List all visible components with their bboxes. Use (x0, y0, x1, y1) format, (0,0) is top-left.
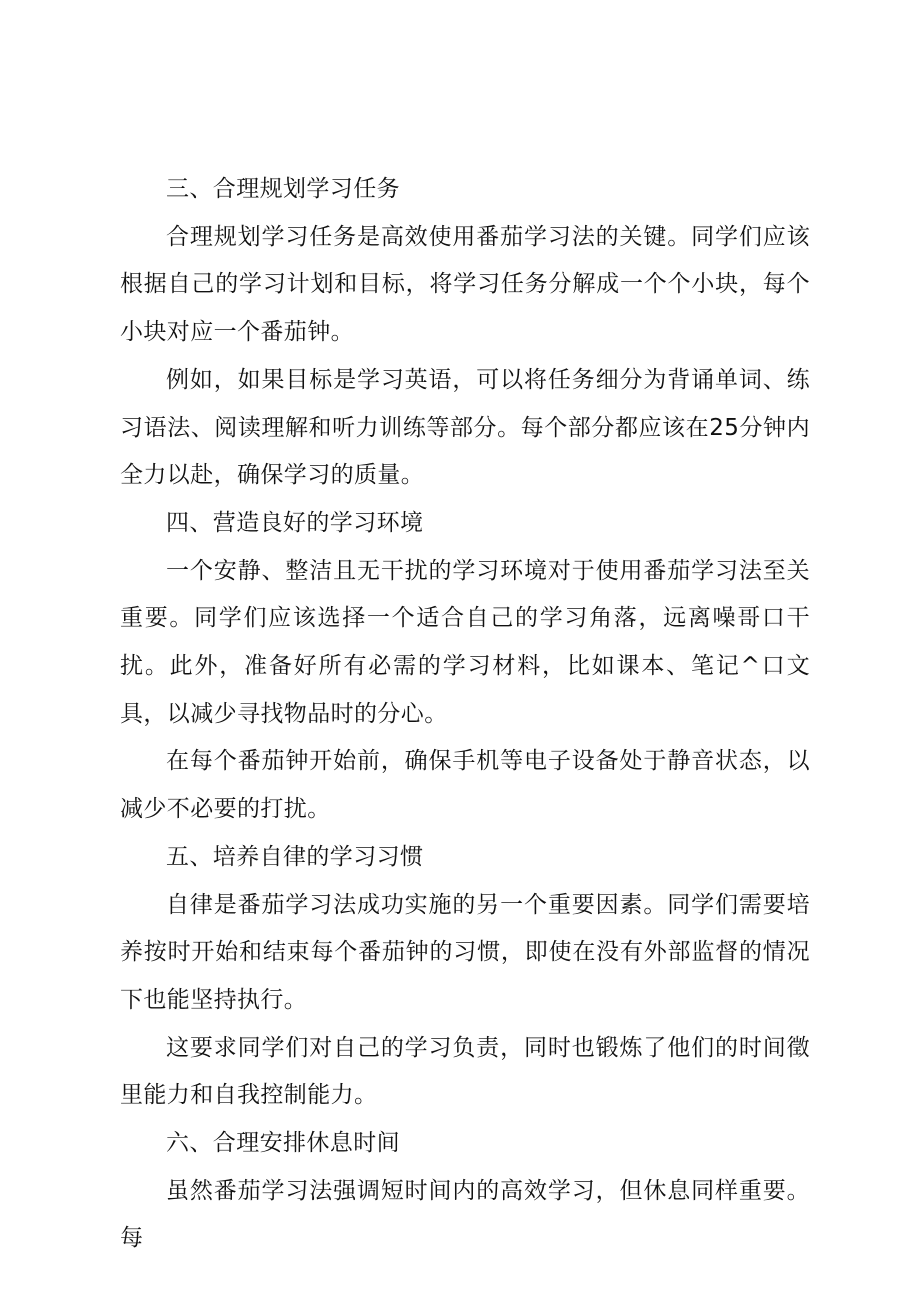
section-heading-6: 六、合理安排休息时间 (166, 1130, 400, 1157)
section-heading-3: 三、合理规划学习任务 (166, 176, 400, 202)
paragraph: 在每个番茄钟开始前，确保手机等电子设备处于静音状态，以减少不必要的打扰。 (120, 748, 810, 823)
section-heading-5: 五、培养自律的学习习惯 (166, 843, 424, 870)
paragraph: 这要求同学们对自己的学习负责，同时也锻炼了他们的时间徵里能力和自我控制能力。 (120, 1034, 810, 1109)
paragraph: 例如，如果目标是学习英语，可以将任务细分为背诵单词、练习语法、阅读理解和听力训练等部分。每个部分都应该在25分钟内全力以赴，确保学习的质量。 (120, 366, 810, 489)
document-body (120, 166, 810, 1263)
paragraph: 一个安静、整洁且无干扰的学习环境对于使用番茄学习法至关重要。同学们应该选择一个适合自己的学习角落，远离噪哥口干扰。此外，准备好所有必需的学习材料，比如课本、笔记^口文具，以减少寻找物品时的分心。 (120, 557, 810, 727)
paragraph: 自律是番茄学习法成功实施的另一个重要因素。同学们需要培养按时开始和结束每个番茄钟的习惯，即使在没有外部监督的情况下也能坚持执行。 (120, 891, 810, 1013)
section-heading-4: 四、营造良好的学习环境 (166, 509, 424, 536)
paragraph: 合理规划学习任务是高效使用番茄学习法的关键。同学们应该根据自己的学习计划和目标，将学习任务分解成一个个小块，每个小块对应一个番茄钟。 (120, 223, 810, 346)
paragraph: 虽然番茄学习法强调短时间内的高效学习，但休息同样重要。每 (120, 1177, 810, 1252)
